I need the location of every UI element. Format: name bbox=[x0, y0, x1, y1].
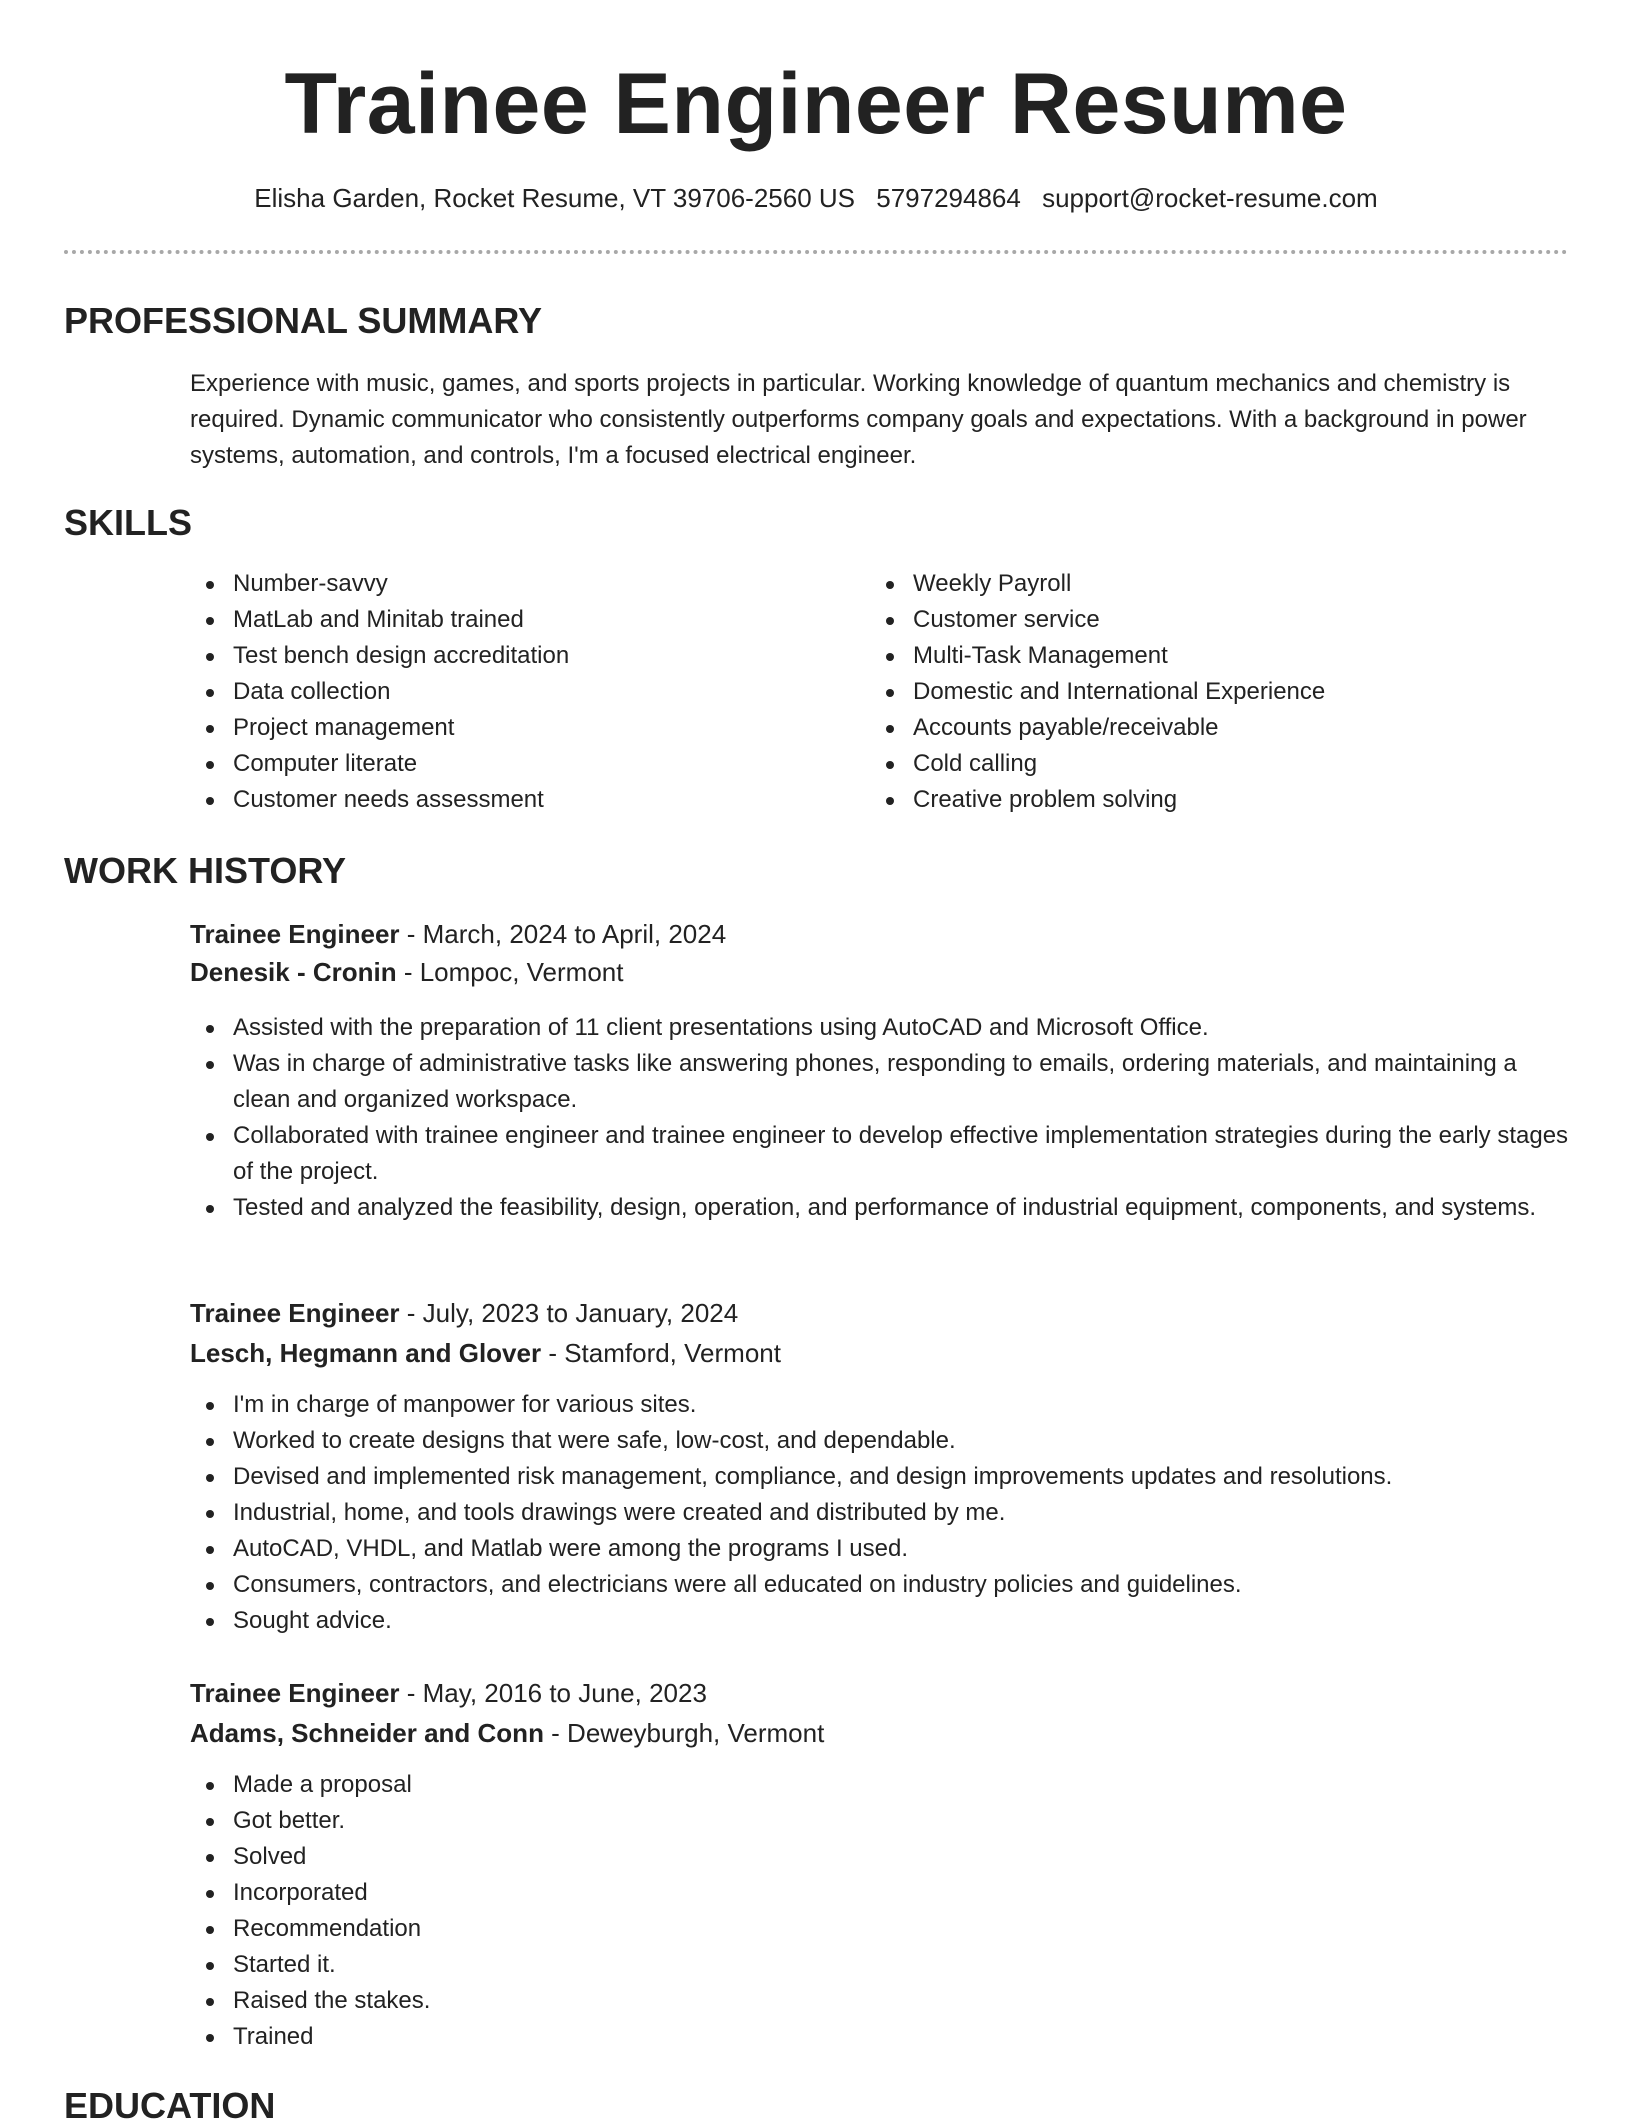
skill-item: Accounts payable/receivable bbox=[870, 710, 1325, 746]
job-bullet: Tested and analyzed the feasibility, design, operation, and performance of industrial equipment, components, and systems. bbox=[190, 1190, 1570, 1226]
job-bullet: Collaborated with trainee engineer and trainee engineer to develop effective implementation strategies during the early stages of the project. bbox=[190, 1118, 1570, 1190]
skill-item: Customer needs assessment bbox=[190, 782, 569, 818]
job-location: - Lompoc, Vermont bbox=[396, 957, 624, 987]
contact-phone[interactable]: 5797294864 bbox=[876, 183, 1021, 213]
job-bullets bbox=[190, 1010, 1570, 1226]
job-company-line bbox=[190, 954, 623, 990]
education-heading: EDUCATION bbox=[64, 2085, 276, 2126]
job-title: Trainee Engineer bbox=[190, 919, 400, 949]
skill-item: Project management bbox=[190, 710, 569, 746]
job-bullets bbox=[190, 1387, 1570, 1639]
skill-item: Weekly Payroll bbox=[870, 566, 1325, 602]
job-bullet: Was in charge of administrative tasks like answering phones, responding to emails, ordering materials, and maintaining a clean and organized workspace. bbox=[190, 1046, 1570, 1118]
job-bullet: Raised the stakes. bbox=[190, 1983, 1570, 2019]
summary-heading: PROFESSIONAL SUMMARY bbox=[64, 300, 543, 341]
job-company: Denesik - Cronin bbox=[190, 957, 397, 987]
job-bullet: Started it. bbox=[190, 1947, 1570, 1983]
job-bullet: I'm in charge of manpower for various sites. bbox=[190, 1387, 1570, 1423]
skill-item: Number-savvy bbox=[190, 566, 569, 602]
job-bullet: Devised and implemented risk management, compliance, and design improvements updates and resolutions. bbox=[190, 1459, 1570, 1495]
job-bullet: Recommendation bbox=[190, 1911, 1570, 1947]
work-history-heading: WORK HISTORY bbox=[64, 850, 347, 891]
job-bullet: Worked to create designs that were safe, low-cost, and dependable. bbox=[190, 1423, 1570, 1459]
contact-line bbox=[0, 180, 1632, 216]
skill-item: Creative problem solving bbox=[870, 782, 1325, 818]
skills-heading: SKILLS bbox=[64, 502, 193, 543]
job-title: Trainee Engineer bbox=[190, 1678, 400, 1708]
job-dates: - March, 2024 to April, 2024 bbox=[399, 919, 727, 949]
job-bullet: AutoCAD, VHDL, and Matlab were among the programs I used. bbox=[190, 1531, 1570, 1567]
job-bullet: Made a proposal bbox=[190, 1767, 1570, 1803]
skills-list-left bbox=[190, 566, 569, 818]
job-title-line bbox=[190, 1295, 738, 1331]
job-title: Trainee Engineer bbox=[190, 1298, 400, 1328]
job-dates: - May, 2016 to June, 2023 bbox=[399, 1678, 707, 1708]
job-bullet: Sought advice. bbox=[190, 1603, 1570, 1639]
job-bullet: Incorporated bbox=[190, 1875, 1570, 1911]
skill-item: Computer literate bbox=[190, 746, 569, 782]
header-divider bbox=[64, 250, 1568, 254]
summary-text: Experience with music, games, and sports projects in particular. Working knowledge of quantum mechanics and chemistry is required. Dynamic communicator who consistently outperforms company goals and expectations. With a background in power systems, automation, and controls, I'm a focused electrical engineer. bbox=[190, 370, 1527, 469]
job-bullet: Industrial, home, and tools drawings were created and distributed by me. bbox=[190, 1495, 1570, 1531]
job-bullets bbox=[190, 1767, 1570, 2055]
contact-address: Elisha Garden, Rocket Resume, VT 39706-2560 US bbox=[254, 183, 856, 213]
job-company-line bbox=[190, 1715, 824, 1751]
resume-title: Trainee Engineer Resume bbox=[284, 56, 1348, 152]
skill-item: Cold calling bbox=[870, 746, 1325, 782]
job-location: - Stamford, Vermont bbox=[541, 1338, 781, 1368]
skill-item: Test bench design accreditation bbox=[190, 638, 569, 674]
job-company: Lesch, Hegmann and Glover bbox=[190, 1338, 542, 1368]
job-bullet: Solved bbox=[190, 1839, 1570, 1875]
job-bullet: Consumers, contractors, and electricians were all educated on industry policies and guidelines. bbox=[190, 1567, 1570, 1603]
skill-item: Domestic and International Experience bbox=[870, 674, 1325, 710]
skill-item: Multi-Task Management bbox=[870, 638, 1325, 674]
job-bullet: Trained bbox=[190, 2019, 1570, 2055]
job-bullet: Assisted with the preparation of 11 client presentations using AutoCAD and Microsoft Office. bbox=[190, 1010, 1570, 1046]
job-location: - Deweyburgh, Vermont bbox=[543, 1718, 825, 1748]
skill-item: Data collection bbox=[190, 674, 569, 710]
job-company: Adams, Schneider and Conn bbox=[190, 1718, 544, 1748]
job-bullet: Got better. bbox=[190, 1803, 1570, 1839]
job-dates: - July, 2023 to January, 2024 bbox=[399, 1298, 739, 1328]
job-title-line bbox=[190, 916, 726, 952]
skills-list-right bbox=[870, 566, 1325, 818]
skill-item: Customer service bbox=[870, 602, 1325, 638]
job-company-line bbox=[190, 1335, 781, 1371]
contact-email[interactable]: support@rocket-resume.com bbox=[1042, 183, 1378, 213]
job-title-line bbox=[190, 1675, 707, 1711]
skill-item: MatLab and Minitab trained bbox=[190, 602, 569, 638]
